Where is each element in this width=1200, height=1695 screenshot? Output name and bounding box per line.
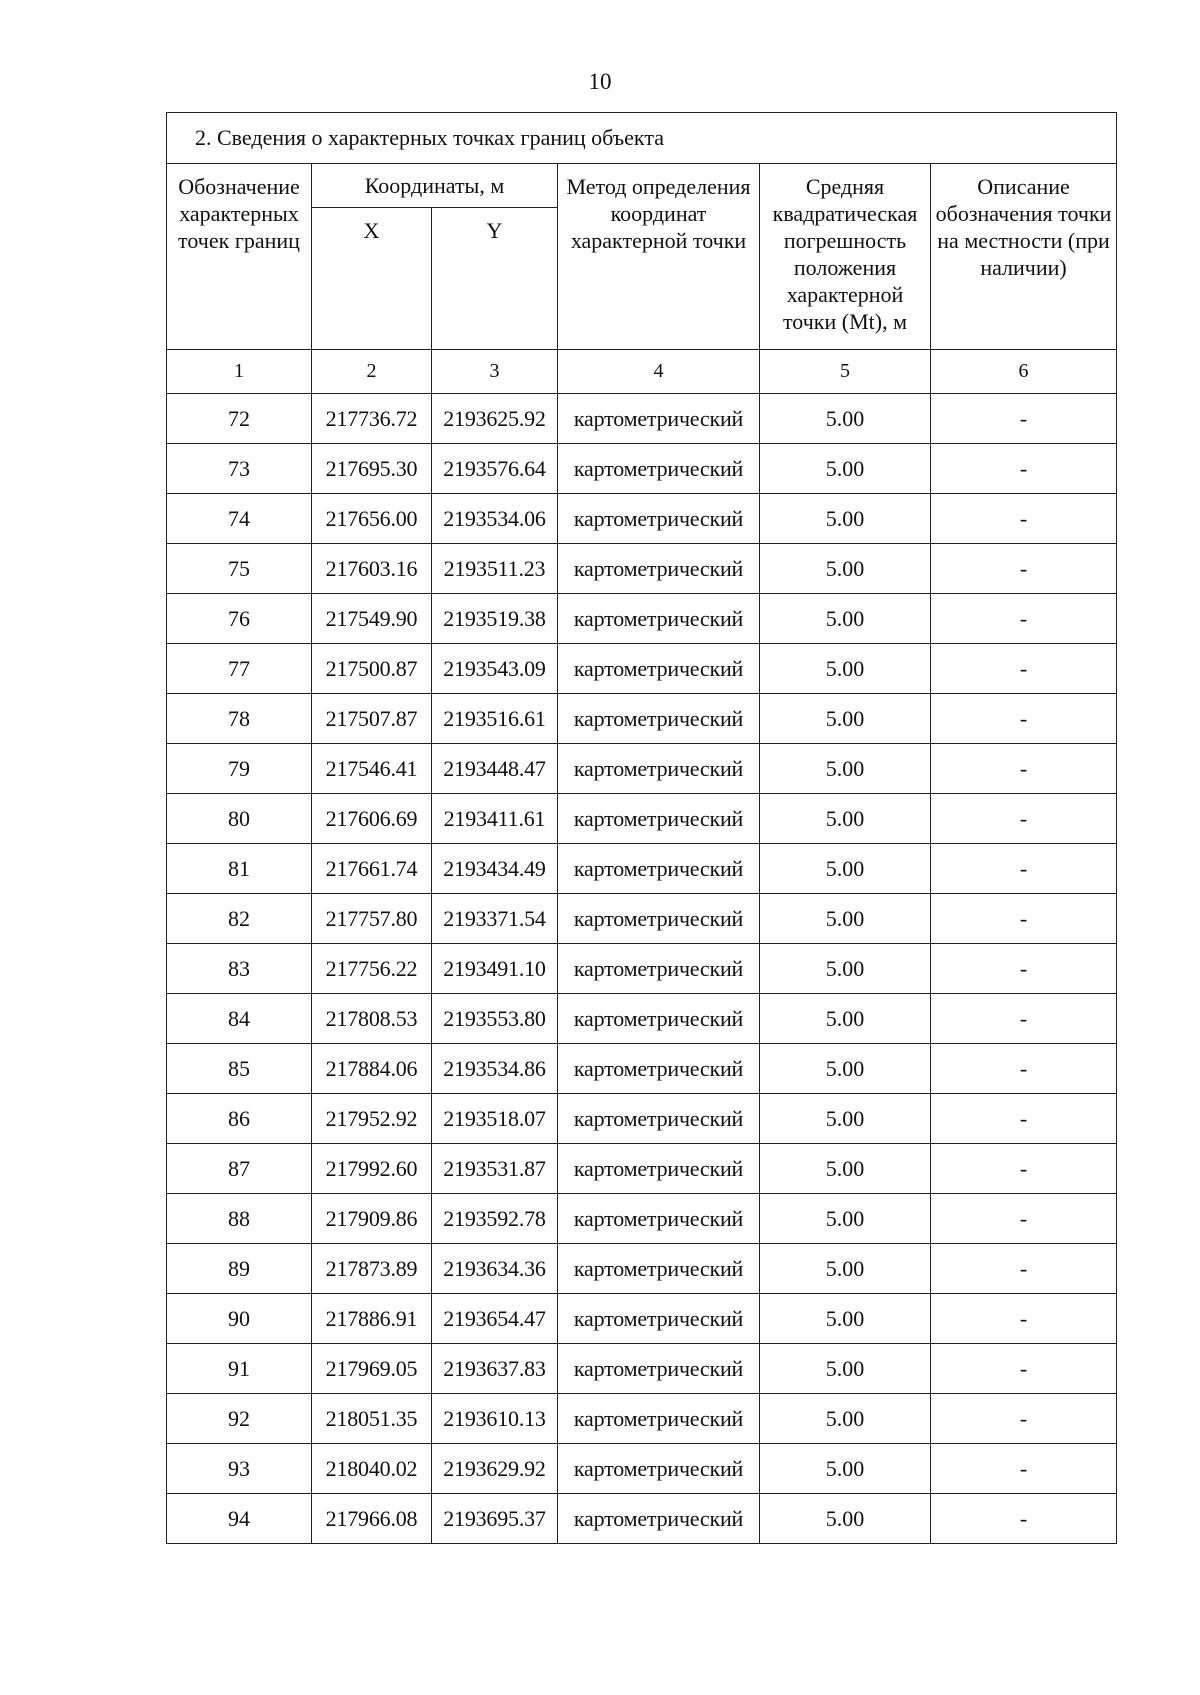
description-cell: - xyxy=(931,1294,1117,1344)
error-value-cell: 5.00 xyxy=(760,1094,931,1144)
y-coordinate-cell: 2193371.54 xyxy=(432,894,558,944)
x-coordinate-cell: 217884.06 xyxy=(312,1044,432,1094)
error-value-cell: 5.00 xyxy=(760,1494,931,1544)
y-coordinate-cell: 2193531.87 xyxy=(432,1144,558,1194)
error-value-cell: 5.00 xyxy=(760,394,931,444)
point-id-cell: 94 xyxy=(167,1494,312,1544)
column-number: 1 xyxy=(167,350,312,394)
point-id-cell: 72 xyxy=(167,394,312,444)
error-value-cell: 5.00 xyxy=(760,444,931,494)
method-cell: картометрический xyxy=(558,1094,760,1144)
method-cell: картометрический xyxy=(558,444,760,494)
x-coordinate-cell: 217656.00 xyxy=(312,494,432,544)
y-coordinate-cell: 2193625.92 xyxy=(432,394,558,444)
error-value-cell: 5.00 xyxy=(760,694,931,744)
error-value-cell: 5.00 xyxy=(760,1144,931,1194)
x-coordinate-cell: 217603.16 xyxy=(312,544,432,594)
description-cell: - xyxy=(931,794,1117,844)
description-cell: - xyxy=(931,1494,1117,1544)
x-coordinate-cell: 217992.60 xyxy=(312,1144,432,1194)
table-row xyxy=(167,444,1117,494)
point-id-cell: 74 xyxy=(167,494,312,544)
x-coordinate-cell: 217546.41 xyxy=(312,744,432,794)
table-row xyxy=(167,744,1117,794)
method-cell: картометрический xyxy=(558,1144,760,1194)
error-value-cell: 5.00 xyxy=(760,594,931,644)
table-row xyxy=(167,544,1117,594)
page-number: 10 xyxy=(588,69,612,94)
table-row xyxy=(167,844,1117,894)
y-coordinate-cell: 2193654.47 xyxy=(432,1294,558,1344)
error-value-cell: 5.00 xyxy=(760,944,931,994)
table-row xyxy=(167,1094,1117,1144)
method-cell: картометрический xyxy=(558,494,760,544)
description-cell: - xyxy=(931,844,1117,894)
table-row xyxy=(167,794,1117,844)
x-coordinate-cell: 217966.08 xyxy=(312,1494,432,1544)
point-id-cell: 76 xyxy=(167,594,312,644)
table-row xyxy=(167,694,1117,744)
column-number: 6 xyxy=(931,350,1117,394)
method-cell: картометрический xyxy=(558,1194,760,1244)
method-cell: картометрический xyxy=(558,1444,760,1494)
table-row xyxy=(167,1144,1117,1194)
description-cell: - xyxy=(931,744,1117,794)
y-coordinate-cell: 2193511.23 xyxy=(432,544,558,594)
error-value-cell: 5.00 xyxy=(760,894,931,944)
y-coordinate-cell: 2193576.64 xyxy=(432,444,558,494)
method-cell: картометрический xyxy=(558,844,760,894)
section-title: 2. Сведения о характерных точках границ объекта xyxy=(167,113,1117,164)
method-cell: картометрический xyxy=(558,1494,760,1544)
x-coordinate-cell: 217756.22 xyxy=(312,944,432,994)
description-cell: - xyxy=(931,944,1117,994)
error-value-cell: 5.00 xyxy=(760,1044,931,1094)
point-id-cell: 75 xyxy=(167,544,312,594)
description-cell: - xyxy=(931,1394,1117,1444)
point-id-cell: 89 xyxy=(167,1244,312,1294)
y-coordinate-cell: 2193434.49 xyxy=(432,844,558,894)
x-coordinate-cell: 217952.92 xyxy=(312,1094,432,1144)
method-cell: картометрический xyxy=(558,544,760,594)
y-coordinate-cell: 2193553.80 xyxy=(432,994,558,1044)
error-value-cell: 5.00 xyxy=(760,844,931,894)
table-row xyxy=(167,1244,1117,1294)
description-cell: - xyxy=(931,394,1117,444)
table-row xyxy=(167,1294,1117,1344)
x-coordinate-cell: 217507.87 xyxy=(312,694,432,744)
description-cell: - xyxy=(931,1094,1117,1144)
method-cell: картометрический xyxy=(558,1394,760,1444)
x-coordinate-cell: 217757.80 xyxy=(312,894,432,944)
description-cell: - xyxy=(931,594,1117,644)
column-number: 4 xyxy=(558,350,760,394)
table-body xyxy=(167,394,1117,1544)
method-cell: картометрический xyxy=(558,744,760,794)
table-row xyxy=(167,644,1117,694)
header-coordinates: Координаты, м xyxy=(312,164,558,208)
y-coordinate-cell: 2193629.92 xyxy=(432,1444,558,1494)
point-id-cell: 82 xyxy=(167,894,312,944)
table-row xyxy=(167,994,1117,1044)
x-coordinate-cell: 217606.69 xyxy=(312,794,432,844)
header-x: X xyxy=(312,208,432,350)
description-cell: - xyxy=(931,644,1117,694)
y-coordinate-cell: 2193516.61 xyxy=(432,694,558,744)
y-coordinate-cell: 2193519.38 xyxy=(432,594,558,644)
error-value-cell: 5.00 xyxy=(760,1244,931,1294)
y-coordinate-cell: 2193448.47 xyxy=(432,744,558,794)
description-cell: - xyxy=(931,694,1117,744)
method-cell: картометрический xyxy=(558,644,760,694)
x-coordinate-cell: 217969.05 xyxy=(312,1344,432,1394)
method-cell: картометрический xyxy=(558,394,760,444)
y-coordinate-cell: 2193592.78 xyxy=(432,1194,558,1244)
description-cell: - xyxy=(931,1044,1117,1094)
point-id-cell: 90 xyxy=(167,1294,312,1344)
table-row xyxy=(167,594,1117,644)
point-id-cell: 92 xyxy=(167,1394,312,1444)
description-cell: - xyxy=(931,1444,1117,1494)
error-value-cell: 5.00 xyxy=(760,1344,931,1394)
description-cell: - xyxy=(931,894,1117,944)
header-y: Y xyxy=(432,208,558,350)
point-id-cell: 93 xyxy=(167,1444,312,1494)
method-cell: картометрический xyxy=(558,594,760,644)
description-cell: - xyxy=(931,1244,1117,1294)
header-point-designation: Обозначение характерных точек границ xyxy=(167,164,312,350)
y-coordinate-cell: 2193491.10 xyxy=(432,944,558,994)
table-row xyxy=(167,944,1117,994)
point-id-cell: 77 xyxy=(167,644,312,694)
x-coordinate-cell: 217695.30 xyxy=(312,444,432,494)
column-number: 2 xyxy=(312,350,432,394)
x-coordinate-cell: 217873.89 xyxy=(312,1244,432,1294)
point-id-cell: 88 xyxy=(167,1194,312,1244)
table-row xyxy=(167,1344,1117,1394)
x-coordinate-cell: 218040.02 xyxy=(312,1444,432,1494)
y-coordinate-cell: 2193411.61 xyxy=(432,794,558,844)
method-cell: картометрический xyxy=(558,944,760,994)
method-cell: картометрический xyxy=(558,1044,760,1094)
column-numbers-row xyxy=(167,350,1117,394)
table-row xyxy=(167,1444,1117,1494)
y-coordinate-cell: 2193534.86 xyxy=(432,1044,558,1094)
error-value-cell: 5.00 xyxy=(760,794,931,844)
point-id-cell: 80 xyxy=(167,794,312,844)
boundary-points-table xyxy=(166,112,1117,1544)
method-cell: картометрический xyxy=(558,1344,760,1394)
point-id-cell: 86 xyxy=(167,1094,312,1144)
point-id-cell: 81 xyxy=(167,844,312,894)
x-coordinate-cell: 217909.86 xyxy=(312,1194,432,1244)
point-id-cell: 73 xyxy=(167,444,312,494)
error-value-cell: 5.00 xyxy=(760,1294,931,1344)
y-coordinate-cell: 2193695.37 xyxy=(432,1494,558,1544)
error-value-cell: 5.00 xyxy=(760,544,931,594)
description-cell: - xyxy=(931,1344,1117,1394)
method-cell: картометрический xyxy=(558,994,760,1044)
error-value-cell: 5.00 xyxy=(760,494,931,544)
header-method: Метод определения координат характерной точки xyxy=(558,164,760,350)
method-cell: картометрический xyxy=(558,1244,760,1294)
y-coordinate-cell: 2193518.07 xyxy=(432,1094,558,1144)
method-cell: картометрический xyxy=(558,794,760,844)
y-coordinate-cell: 2193634.36 xyxy=(432,1244,558,1294)
point-id-cell: 83 xyxy=(167,944,312,994)
y-coordinate-cell: 2193637.83 xyxy=(432,1344,558,1394)
error-value-cell: 5.00 xyxy=(760,1394,931,1444)
description-cell: - xyxy=(931,494,1117,544)
point-id-cell: 84 xyxy=(167,994,312,1044)
error-value-cell: 5.00 xyxy=(760,1444,931,1494)
table-header xyxy=(167,113,1117,394)
method-cell: картометрический xyxy=(558,894,760,944)
point-id-cell: 87 xyxy=(167,1144,312,1194)
column-number: 3 xyxy=(432,350,558,394)
point-id-cell: 85 xyxy=(167,1044,312,1094)
x-coordinate-cell: 217500.87 xyxy=(312,644,432,694)
table-row xyxy=(167,494,1117,544)
x-coordinate-cell: 218051.35 xyxy=(312,1394,432,1444)
point-id-cell: 78 xyxy=(167,694,312,744)
header-mean-square-error: Средняя квадратическая погрешность положения характерной точки (Mt), м xyxy=(760,164,931,350)
table-row xyxy=(167,1044,1117,1094)
error-value-cell: 5.00 xyxy=(760,644,931,694)
table-row xyxy=(167,1194,1117,1244)
x-coordinate-cell: 217549.90 xyxy=(312,594,432,644)
table-row xyxy=(167,1394,1117,1444)
error-value-cell: 5.00 xyxy=(760,994,931,1044)
error-value-cell: 5.00 xyxy=(760,1194,931,1244)
y-coordinate-cell: 2193543.09 xyxy=(432,644,558,694)
table-row xyxy=(167,1494,1117,1544)
x-coordinate-cell: 217886.91 xyxy=(312,1294,432,1344)
point-id-cell: 91 xyxy=(167,1344,312,1394)
description-cell: - xyxy=(931,544,1117,594)
column-number: 5 xyxy=(760,350,931,394)
description-cell: - xyxy=(931,1144,1117,1194)
error-value-cell: 5.00 xyxy=(760,744,931,794)
x-coordinate-cell: 217661.74 xyxy=(312,844,432,894)
x-coordinate-cell: 217808.53 xyxy=(312,994,432,1044)
table-row xyxy=(167,394,1117,444)
y-coordinate-cell: 2193534.06 xyxy=(432,494,558,544)
description-cell: - xyxy=(931,1194,1117,1244)
x-coordinate-cell: 217736.72 xyxy=(312,394,432,444)
point-id-cell: 79 xyxy=(167,744,312,794)
description-cell: - xyxy=(931,994,1117,1044)
header-point-description: Описание обозначения точки на местности (при наличии) xyxy=(931,164,1117,350)
description-cell: - xyxy=(931,444,1117,494)
method-cell: картометрический xyxy=(558,694,760,744)
table-row xyxy=(167,894,1117,944)
method-cell: картометрический xyxy=(558,1294,760,1344)
y-coordinate-cell: 2193610.13 xyxy=(432,1394,558,1444)
